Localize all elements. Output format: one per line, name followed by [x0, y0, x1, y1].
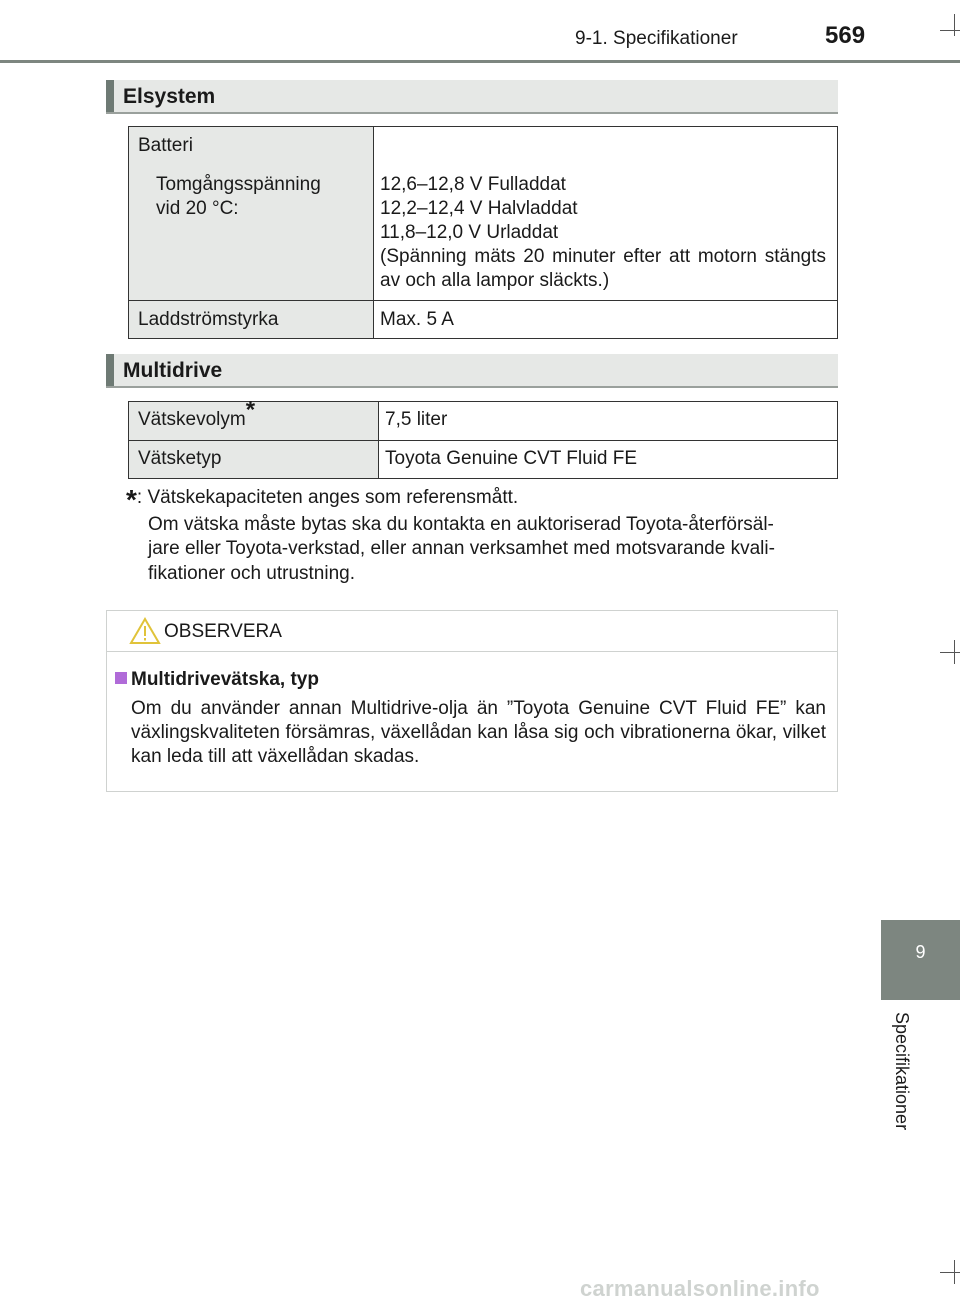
footnote-line	[126, 486, 836, 513]
table-row	[129, 441, 838, 479]
crop-mark	[940, 1272, 960, 1273]
volume-label: Vätskevolym	[138, 409, 246, 430]
section-title: Elsystem	[123, 85, 216, 108]
crop-mark	[954, 1260, 955, 1284]
table-row	[129, 301, 838, 339]
square-bullet-icon	[115, 672, 127, 684]
notice-box	[106, 610, 838, 792]
crop-mark	[940, 30, 960, 31]
voltage-value: 11,8–12,0 V Urladdat	[380, 222, 559, 243]
charge-value-cell	[374, 301, 838, 339]
watermark: carmanualsonline.info	[580, 1276, 820, 1301]
charge-label-cell	[129, 301, 374, 339]
volume-value: 7,5 liter	[385, 409, 448, 430]
chapter-tab	[881, 920, 960, 1000]
heading-accent-bar	[106, 80, 114, 112]
type-label-cell	[129, 441, 379, 479]
type-label: Vätsketyp	[138, 448, 222, 469]
voltage-value: 12,6–12,8 V Fulladdat	[380, 174, 566, 195]
page-number: 569	[825, 22, 866, 49]
footnote-star: *	[245, 396, 256, 424]
notice-body: Om du använder annan Multidrive-olja än ”Toyota Genuine CVT Fluid FE” kan växlingskvaliteten försämras, växellådan kan låsa sig och vibrationerna ökar, vilket kan leda till att växellådan skadas.	[131, 698, 826, 767]
voltage-note: (Spänning mäts 20 minuter efter att motorn stängts av och alla lampor släckts.)	[380, 246, 826, 291]
type-value: Toyota Genuine CVT Fluid FE	[385, 448, 638, 469]
footnote-line: fikationer och utrustning.	[148, 562, 356, 584]
warning-triangle-icon	[129, 617, 161, 650]
idle-voltage-label-line: Tomgångsspänning	[156, 174, 321, 195]
charge-label: Laddströmstyrka	[138, 309, 279, 330]
section-heading-multidrive	[106, 354, 838, 388]
battery-label-cell	[129, 127, 374, 301]
idle-voltage-values	[380, 173, 826, 293]
footnote-marker: *	[126, 484, 137, 515]
table-row	[129, 402, 838, 441]
footnote-text: : Vätskekapaciteten anges som referensmått.	[136, 487, 519, 508]
section-heading-elsystem	[106, 80, 838, 114]
elsystem-table	[128, 126, 838, 339]
chapter-label	[888, 1012, 914, 1142]
notice-subheading	[115, 669, 319, 691]
multidrive-table	[128, 396, 838, 479]
type-value-cell	[379, 441, 838, 479]
voltage-value: 12,2–12,4 V Halvladdat	[380, 198, 578, 219]
idle-voltage-label-line: vid 20 °C:	[156, 198, 239, 219]
charge-value: Max. 5 A	[380, 309, 454, 330]
idle-voltage-label	[156, 173, 321, 221]
chapter-label-text: Specifikationer	[892, 1012, 912, 1131]
volume-value-cell	[379, 402, 838, 441]
footnote-line: jare eller Toyota-verkstad, eller annan verksamhet med motsvarande kvali-	[148, 538, 775, 559]
crop-mark	[940, 652, 960, 653]
notice-subheading-text: Multidrivevätska, typ	[131, 669, 319, 690]
heading-accent-bar	[106, 354, 114, 386]
page-section-title: 9-1. Specifikationer	[575, 28, 738, 49]
battery-label: Batteri	[138, 135, 193, 156]
table-row	[129, 127, 838, 301]
notice-header	[107, 611, 837, 652]
crop-mark	[954, 640, 955, 664]
idle-voltage-value-cell	[374, 127, 838, 301]
footnote-line: Om vätska måste bytas ska du kontakta en auktoriserad Toyota-återförsäl-	[148, 513, 774, 535]
chapter-number: 9	[915, 942, 926, 962]
volume-label-cell	[129, 396, 379, 441]
notice-label: OBSERVERA	[164, 621, 282, 642]
section-title: Multidrive	[123, 359, 223, 382]
header-rule	[0, 60, 960, 63]
crop-mark	[954, 14, 955, 36]
footnote	[126, 486, 836, 586]
